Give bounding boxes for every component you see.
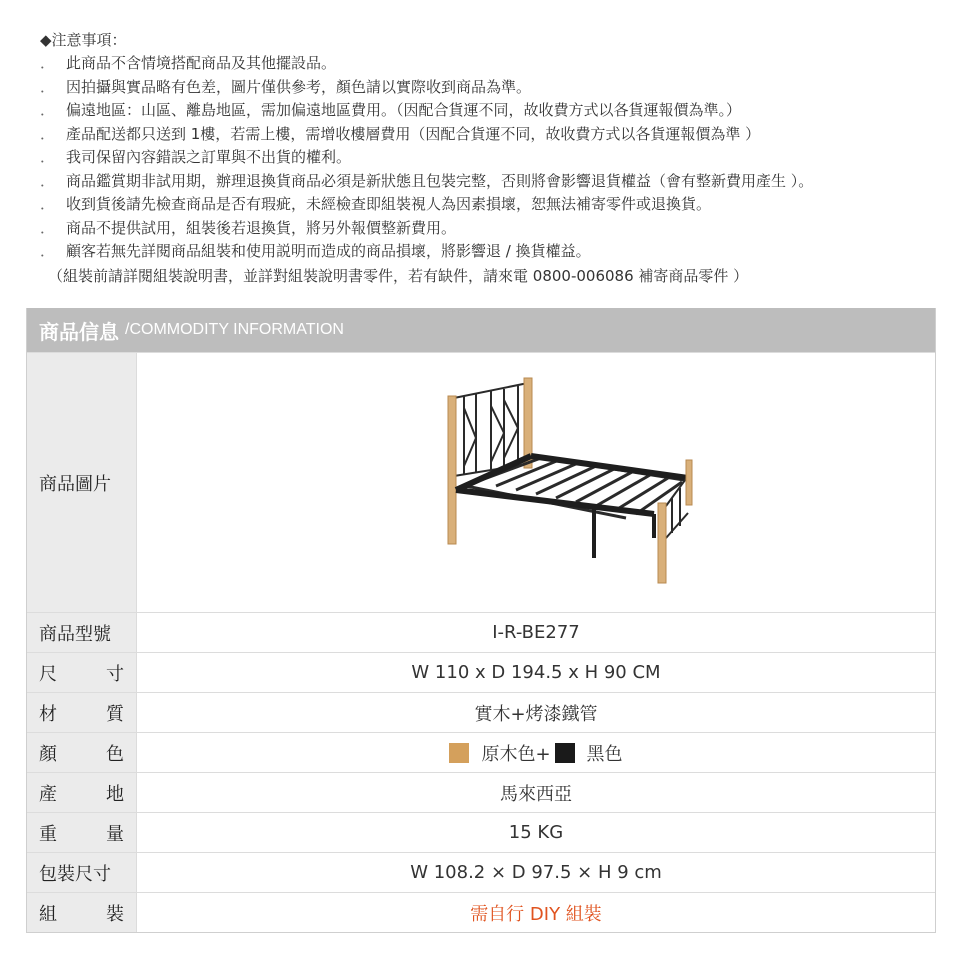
bed-frame-image [336,358,736,608]
product-image-cell [137,353,935,612]
row-label: 材 質 [27,693,137,732]
note-item: ． 商品不提供試用，組裝後若退換貨，將另外報價整新費用。 [40,218,457,237]
row-label: 商品型號 [27,613,137,652]
note-item: ． 產品配送都只送到 1樓，若需上樓，需增收樓層費用（因配合貨運不同，故收費方式以各貨運報價為準 ） [40,124,761,143]
black-color-swatch [555,743,575,763]
row-value: 實木+烤漆鐵管 [474,703,598,725]
row-label: 商品圖片 [27,353,137,612]
row-material [27,692,935,732]
row-label: 組 裝 [27,893,137,932]
black-color-label: 黑色 [586,743,623,765]
note-item: ． 偏遠地區：山區、離島地區，需加偏遠地區費用。（因配合貨運不同，故收費方式以各貨運報價為準。） [40,101,742,119]
notes-title: ◆注意事項： [40,31,127,49]
product-image-row [27,352,935,612]
row-package-size [27,852,935,892]
note-item: ． 顧客若無先詳閱商品組裝和使用説明而造成的商品損壞，將影響退 / 換貨權益。 [40,242,591,260]
commodity-info-table [26,308,936,933]
note-item: ． 收到貨後請先檢查商品是否有瑕疵，未經檢查即組裝視人為因素損壞，恕無法補寄零件或退換貨。 [40,195,712,213]
wood-color-label: 原木色+ [481,743,551,765]
row-value [137,733,935,772]
row-label: 尺 寸 [27,653,137,692]
row-value: 馬來西亞 [500,783,572,805]
row-size [27,652,935,692]
row-value: W 110 x D 194.5 x H 90 CM [411,662,661,683]
info-header [27,308,935,352]
row-label: 產 地 [27,773,137,812]
row-color [27,732,935,772]
row-value: 15 KG [508,822,564,843]
info-header-title: 商品信息 [39,319,119,344]
row-model [27,612,935,652]
row-value: I-R-BE277 [492,622,580,643]
note-item: ． 此商品不含情境搭配商品及其他擺設品。 [40,54,337,72]
row-label: 包裝尺寸 [27,853,137,892]
note-item: ． 商品鑑賞期非試用期，辦理退換貨商品必須是新狀態且包裝完整，否則將會影響退貨權益（會有整新費用產生 ）。 [40,171,814,190]
note-item: ． 我司保留內容錯誤之訂單與不出貨的權利。 [40,148,352,166]
wood-color-swatch [449,743,469,763]
notes-footer: （組裝前請詳閱組裝說明書，並詳對組裝說明書零件，若有缺件，請來電 0800-006086 補寄商品零件 ） [48,266,749,285]
note-item: ． 因拍攝與實品略有色差，圖片僅供參考，顏色請以實際收到商品為準。 [40,77,532,96]
row-assembly [27,892,935,932]
row-label: 顏 色 [27,733,137,772]
row-weight [27,812,935,852]
row-origin [27,772,935,812]
info-header-subtitle: /COMMODITY INFORMATION [125,321,344,338]
row-value: W 108.2 × D 97.5 × H 9 cm [410,862,662,883]
row-label: 重 量 [27,813,137,852]
row-value: 需自行 DIY 組裝 [470,903,602,925]
notes-section [40,28,940,288]
